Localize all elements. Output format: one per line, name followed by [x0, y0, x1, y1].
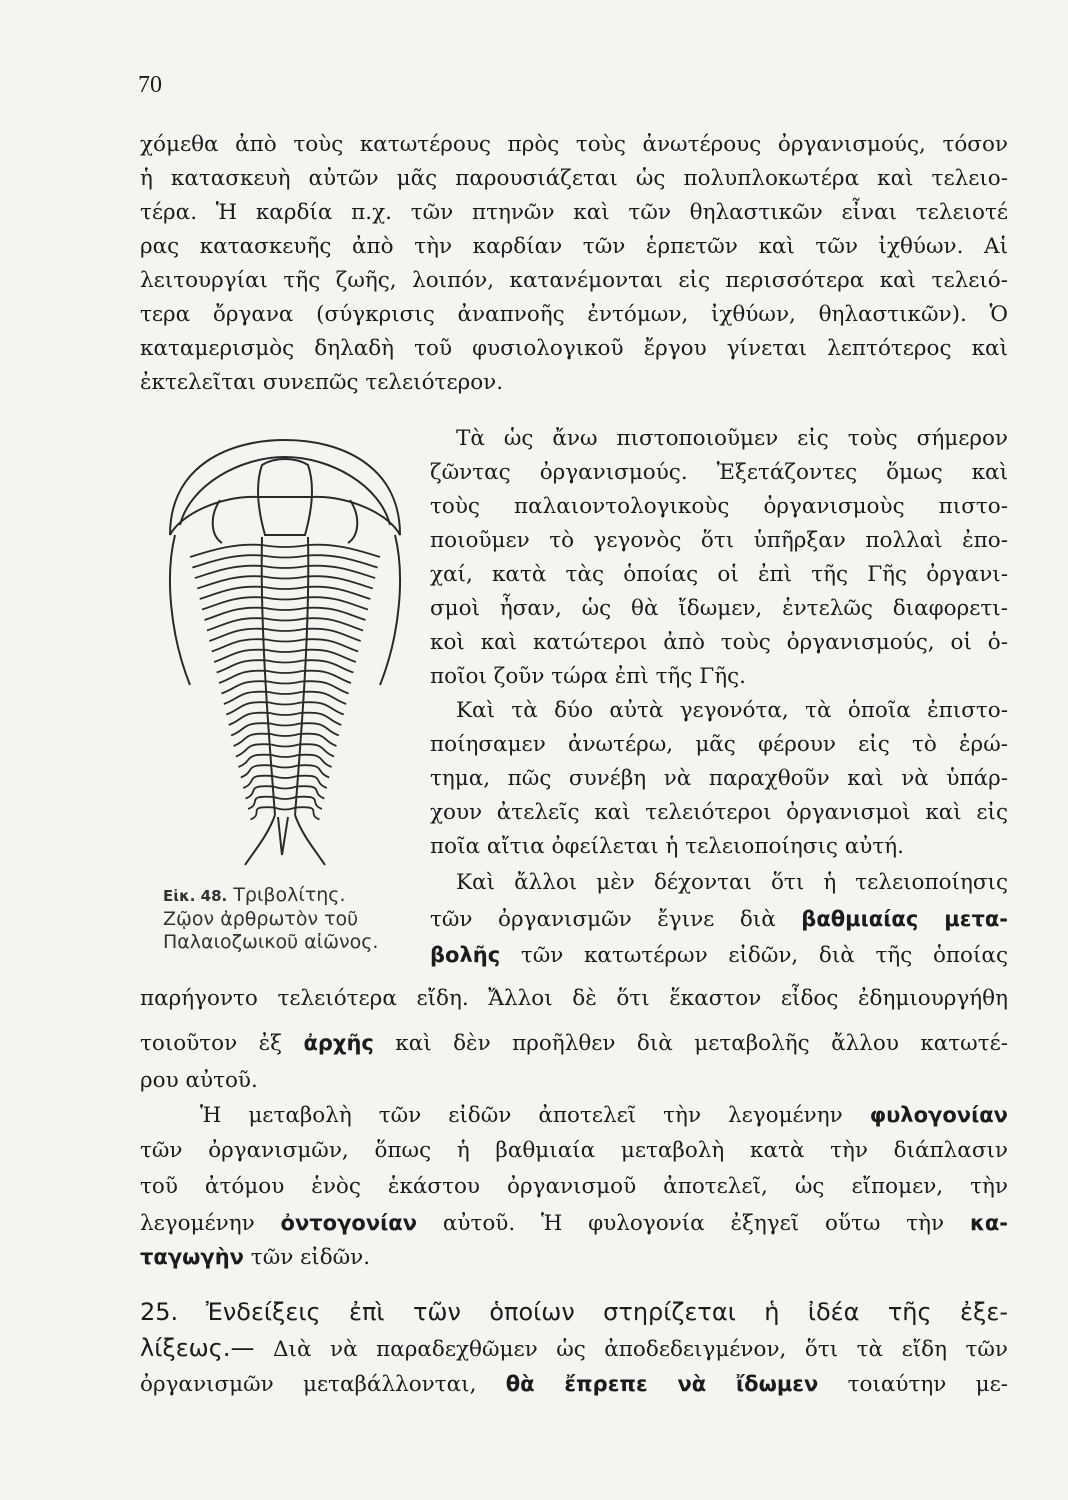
segment-line: [267, 650, 303, 652]
text-line: χόμεθα ἀπὸ τοὺς κατωτέρους πρὸς τοὺς ἀνωτέρους ὀργανισμούς, τόσον: [140, 132, 1008, 157]
segment-line: [272, 745, 299, 747]
text-span: τῶν ὀργανισμῶν ἔγινε διὰ: [430, 907, 776, 932]
text-line: [140, 1098, 1008, 1133]
trilobite-figure: [150, 425, 420, 870]
bold-term: ταγωγὴν: [140, 1245, 244, 1269]
pleura-right: [296, 807, 320, 819]
text-line: [140, 1366, 1008, 1403]
text-span: ὀργανισμῶν μεταβάλλονται,: [140, 1372, 477, 1397]
segment-line: [263, 556, 308, 558]
caption-label: Εἰκ. 48.: [163, 887, 228, 905]
segment-line: [273, 766, 298, 768]
segment-line: [264, 587, 306, 589]
text-line: [140, 1240, 1008, 1275]
segment-line: [270, 713, 300, 715]
bold-term: φυλογονίαν: [869, 1103, 1008, 1127]
caption-text: Ζῷον ἀρθρωτὸν τοῦ: [163, 908, 359, 930]
segment-line: [271, 724, 300, 726]
text-line: [430, 938, 1008, 973]
segment-line: [264, 577, 307, 579]
text-line: χαί, κατὰ τὰς ὁποίας οἱ ἐπὶ τῆς Γῆς ὀργανι-: [430, 562, 1008, 587]
segment-line: [267, 640, 304, 642]
text-line: [140, 1330, 1008, 1368]
text-line: ποῖοι ζοῦν τώρα ἐπὶ τῆς Γῆς.: [430, 664, 746, 689]
text-line: Καὶ τὰ δύο αὐτὰ γεγονότα, τὰ ὁποῖα ἐπιστο-: [456, 698, 1008, 723]
text-line: ἐκτελεῖται συνεπῶς τελειότερον.: [140, 370, 504, 395]
segment-line: [266, 629, 304, 631]
segment-line: [266, 619, 305, 621]
text-line: παρήγοντο τελειότερα εἴδη. Ἄλλοι δὲ ὅτι ἕκαστον εἶδος ἐδημιουργήθη: [140, 986, 1008, 1011]
text-span: τῶν κατωτέρων εἰδῶν, διὰ τῆς ὁποίας: [520, 943, 1008, 968]
text-line: τερα ὄργανα (σύγκρισις ἀναπνοῆς ἐντόμων, ἰχθύων, θηλαστικῶν). Ὁ: [140, 302, 1008, 327]
segment-line: [265, 598, 306, 600]
segment-line: [269, 692, 301, 694]
text-span: Διὰ νὰ παραδεχθῶμεν ὡς ἀποδεδειγμένον, ὅτι τὰ εἴδη τῶν: [273, 1337, 1008, 1362]
text-line: καταμερισμὸς δηλαδὴ τοῦ φυσιολογικοῦ ἔργου γίνεται λεπτότερος καὶ: [140, 336, 1008, 361]
text-span: λεγομένην: [140, 1211, 255, 1236]
bold-term: ἀρχῆς: [303, 1031, 374, 1055]
text-span: καὶ δὲν προῆλθεν διὰ μεταβολῆς ἄλλου κατωτέ-: [395, 1031, 1008, 1056]
text-line: χουν ἀτελεῖς καὶ τελειότεροι ὀργανισμοὶ καὶ εἰς: [430, 800, 1008, 825]
text-line: ποιοῦμεν τὸ γεγονὸς ὅτι ὑπῆρξαν πολλαὶ ἐπο-: [430, 528, 1008, 553]
text-line: κοὶ καὶ κατώτεροι ἀπὸ τοὺς ὀργανισμούς, οἱ ὁ-: [430, 630, 1008, 655]
section-heading: [140, 1294, 1008, 1332]
text-line: Τὰ ὡς ἄνω πιστοποιοῦμεν εἰς τοὺς σήμερον: [456, 426, 1008, 451]
page-number: 70: [138, 72, 162, 98]
segment-line: [268, 661, 303, 663]
bold-term: βαθμιαίας μετα-: [801, 907, 1008, 931]
text-line: τέρα. Ἡ καρδία π.χ. τῶν πτηνῶν καὶ τῶν θηλαστικῶν εἶναι τελειοτέ: [140, 200, 1008, 225]
segment-line: [274, 787, 297, 789]
figure-caption: [163, 884, 423, 954]
text-line: ρας κατασκευῆς ἀπὸ τὴν καρδίαν τῶν ἑρπετῶν καὶ τῶν ἰχθύων. Αἱ: [140, 234, 1008, 259]
text-line: [140, 1026, 1008, 1061]
text-line: τῶν ὀργανισμῶν, ὅπως ἡ βαθμιαία μεταβολὴ κατὰ τὴν διάπλασιν: [140, 1138, 1008, 1163]
text-line: ζῶντας ὀργανισμούς. Ἐξετάζοντες ὅμως καὶ: [430, 460, 1008, 485]
text-line: Καὶ ἄλλοι μὲν δέχονται ὅτι ἡ τελειοποίησις: [456, 870, 1008, 895]
segment-line: [274, 797, 296, 799]
section-title: λίξεως.—: [140, 1334, 255, 1362]
text-line: τοῦ ἀτόμου ἑνὸς ἑκάστου ὀργανισμοῦ ἀποτελεῖ, ὡς εἴπομεν, τὴν: [140, 1174, 1008, 1199]
bold-term: βολῆς: [430, 943, 501, 967]
segment-line: [275, 808, 296, 810]
pleura-left: [251, 807, 275, 819]
section-title: Ἐνδείξεις ἐπὶ τῶν ὁποίων στηρίζεται ἡ ἰδέα τῆς ἐξε-: [205, 1298, 1008, 1326]
caption-text: Παλαιοζωικοῦ αἰῶνος.: [163, 931, 379, 953]
text-line: [430, 902, 1008, 937]
segment-line: [273, 776, 297, 778]
segment-line: [263, 566, 307, 568]
segment-line: [268, 671, 302, 673]
text-span: τοιαύτην με-: [847, 1372, 1008, 1397]
text-span: αὐτοῦ. Ἡ φυλογονία ἐξηγεῖ οὕτω τὴν: [442, 1211, 945, 1236]
segment-line: [269, 682, 302, 684]
segment-line: [272, 755, 298, 757]
text-line: σμοὶ ἦσαν, ὡς θὰ ἴδωμεν, ἐντελῶς διαφορετι-: [430, 596, 1008, 621]
caption-text: Τριβολίτης.: [233, 884, 346, 906]
section-number: 25.: [140, 1298, 179, 1326]
text-line: τημα, πῶς συνέβη νὰ παραχθοῦν καὶ νὰ ὑπάρ-: [430, 766, 1008, 791]
text-span: τοιοῦτον ἐξ: [140, 1031, 283, 1056]
text-line: τοὺς παλαιοντολογικοὺς ὀργανισμοὺς πιστο-: [430, 494, 1008, 519]
segment-line: [262, 545, 308, 547]
text-line: [140, 1206, 1008, 1241]
text-line: ρου αὐτοῦ.: [140, 1068, 258, 1093]
segment-line: [265, 608, 305, 610]
text-span: τῶν εἰδῶν.: [250, 1245, 371, 1270]
text-span: Ἡ μεταβολὴ τῶν εἰδῶν ἀποτελεῖ τὴν λεγομένην: [200, 1103, 843, 1128]
text-line: λειτουργίαι τῆς ζωῆς, λοιπόν, κατανέμονται εἰς περισσότερα καὶ τελειό-: [140, 268, 1008, 293]
bold-term: ὀντογονίαν: [280, 1211, 418, 1235]
segment-line: [271, 734, 299, 736]
text-line: ποῖα αἴτια ὀφείλεται ἡ τελειοποίησις αὐτή.: [430, 834, 904, 859]
text-line: ποίησαμεν ἀνωτέρω, μᾶς φέρουν εἰς τὸ ἐρώ-: [430, 732, 1008, 757]
bold-term: κα-: [969, 1211, 1008, 1235]
bold-term: θὰ ἔπρεπε νὰ ἴδωμεν: [505, 1372, 819, 1396]
text-line: ἡ κατασκευὴ αὐτῶν μᾶς παρουσιάζεται ὡς πολυπλοκωτέρα καὶ τελειο-: [140, 166, 1008, 191]
segment-line: [270, 703, 301, 705]
